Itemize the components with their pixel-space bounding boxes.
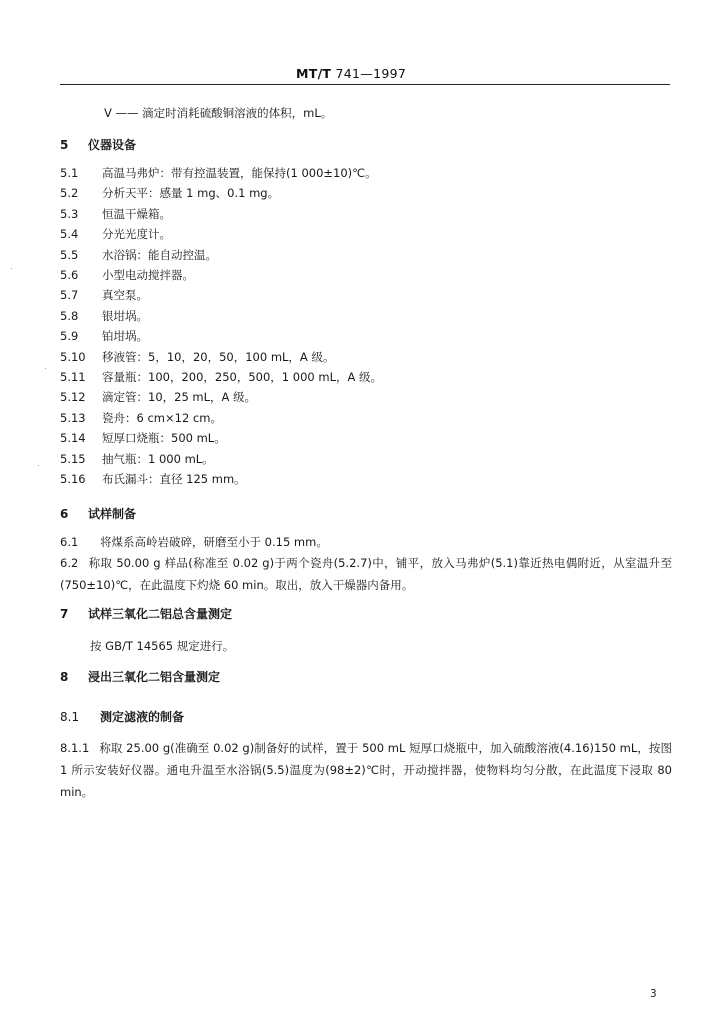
equipment-item-number: 5.3: [60, 207, 79, 221]
standard-prefix: MT/T: [296, 66, 332, 81]
clause-number: 6.1: [60, 535, 79, 549]
standard-number: 741—1997: [331, 66, 407, 81]
section-title: 浸出三氧化二铝含量测定: [88, 670, 221, 684]
clause-6-2: [60, 552, 672, 596]
section-title: 仪器设备: [88, 138, 137, 152]
equipment-item-text: 滴定管：10，25 mL，A 级。: [102, 390, 257, 404]
clause-number: 6.2: [60, 556, 79, 570]
equipment-item-number: 5.4: [60, 227, 79, 241]
page-number: 3: [650, 988, 657, 1000]
section-number: 7: [60, 607, 69, 621]
equipment-item-text: 布氏漏斗：直径 125 mm。: [102, 472, 246, 486]
scan-speck: [11, 268, 12, 269]
equipment-item-number: 5.11: [60, 370, 86, 384]
clause-text: 称取 25.00 g(准确至 0.02 g)制备好的试样，置于 500 mL 短厚口烧瓶中，加入硫酸溶液(4.16)150 mL，按图 1 所示安装好仪器。通电升温至水浴锅(5.5)温度为(98±2)℃时，开动搅拌器，使物料均匀分散，在此温度下浸取 80 min。: [60, 741, 672, 799]
equipment-item-text: 银坩埚。: [102, 309, 148, 323]
equipment-item-number: 5.16: [60, 472, 86, 486]
page-header: [0, 64, 728, 86]
section-number: 8: [60, 670, 69, 684]
subsection-number: 8.1: [60, 710, 80, 724]
clause-text: 将煤系高岭岩破碎，研磨至小于 0.15 mm。: [100, 535, 328, 549]
equipment-item-number: 5.1: [60, 166, 79, 180]
standard-code: [296, 66, 406, 81]
clause-number: 8.1.1: [60, 741, 90, 755]
equipment-item-text: 抽气瓶：1 000 mL。: [102, 452, 214, 466]
equipment-item-text: 移液管：5，10，20，50，100 mL，A 级。: [102, 350, 335, 364]
scan-speck: [38, 465, 39, 466]
equipment-item-number: 5.15: [60, 452, 86, 466]
equipment-item-text: 铂坩埚。: [102, 329, 148, 343]
equipment-item-number: 5.7: [60, 288, 79, 302]
equipment-item-number: 5.5: [60, 248, 79, 262]
equipment-item-text: 恒温干燥箱。: [102, 207, 171, 221]
equipment-item-number: 5.12: [60, 390, 86, 404]
section-title: 试样三氧化二铝总含量测定: [88, 607, 233, 621]
equipment-item-text: 容量瓶：100，200，250，500，1 000 mL，A 级。: [102, 370, 383, 384]
subsection-title: 测定滤液的制备: [100, 710, 185, 724]
scan-speck: [45, 368, 46, 369]
section-body-text: 按 GB/T 14565 规定进行。: [90, 639, 235, 653]
section-number: 6: [60, 507, 69, 521]
equipment-item-text: 分光光度计。: [102, 227, 171, 241]
equipment-item-number: 5.8: [60, 309, 79, 323]
equipment-item-number: 5.6: [60, 268, 79, 282]
equipment-item-text: 真空泵。: [102, 288, 148, 302]
variable-definition: [104, 106, 332, 120]
equipment-item-number: 5.13: [60, 411, 86, 425]
equipment-item-text: 分析天平：感量 1 mg、0.1 mg。: [102, 186, 280, 200]
section-title: 试样制备: [88, 507, 137, 521]
header-rule: [60, 84, 670, 85]
equipment-item-number: 5.9: [60, 329, 79, 343]
clause-8-1-1: [60, 737, 672, 803]
equipment-item-text: 水浴锅：能自动控温。: [102, 248, 217, 262]
section-number: 5: [60, 138, 69, 152]
equipment-item-text: 短厚口烧瓶：500 mL。: [102, 431, 226, 445]
equipment-item-text: 小型电动搅拌器。: [102, 268, 194, 282]
clause-text: 称取 50.00 g 样品(称准至 0.02 g)于两个瓷舟(5.2.7)中，铺平，放入马弗炉(5.1)靠近热电偶附近，从室温升至(750±10)℃，在此温度下灼烧 60 min。取出，放入干燥器内备用。: [60, 556, 672, 592]
equipment-item-number: 5.2: [60, 186, 79, 200]
equipment-item-number: 5.10: [60, 350, 86, 364]
section-7-body: [90, 639, 234, 653]
variable-definition-text: V —— 滴定时消耗硫酸铜溶液的体积，mL。: [104, 106, 333, 120]
equipment-item-number: 5.14: [60, 431, 86, 445]
equipment-item-text: 高温马弗炉：带有控温装置，能保持(1 000±10)℃。: [102, 166, 377, 180]
equipment-item-text: 瓷舟：6 cm×12 cm。: [102, 411, 222, 425]
